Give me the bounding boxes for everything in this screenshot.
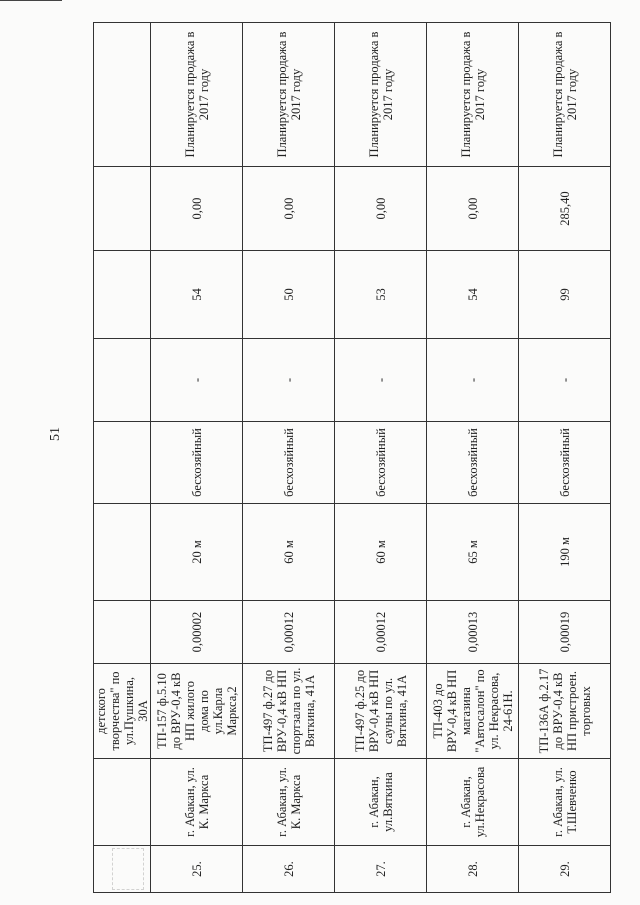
table-row [335, 23, 427, 893]
cell-owner: бесхозяйный [151, 422, 243, 504]
cell-owner: бесхозяйный [519, 422, 611, 504]
rotated-table-container [93, 23, 594, 893]
cell-amount [94, 167, 151, 251]
cell-num: 27. [335, 846, 427, 893]
cell-num: 29. [519, 846, 611, 893]
table-row [151, 23, 243, 893]
cell-amount: 0,00 [335, 167, 427, 251]
cell-address: г. Абакан, ул. К. Маркса [151, 759, 243, 846]
property-table [93, 22, 611, 893]
cell-address: г. Абакан, ул.Вяткина [335, 759, 427, 846]
cell-object: ТП-157 ф.5.10 до ВРУ-0,4 кВ НП жилого дома по ул.Карла Маркса,2 [151, 664, 243, 759]
cell-length: 60 м [243, 504, 335, 601]
cell-qty: 54 [427, 251, 519, 339]
cell-object: ТП-403 до ВРУ-0,4 кВ НП магазина "Автосалон" по ул. Некрасова, 24-61Н. [427, 664, 519, 759]
cell-num [94, 846, 151, 893]
cell-dash: - [335, 339, 427, 422]
cell-qty: 50 [243, 251, 335, 339]
cell-object: ТП-497 ф.27 до ВРУ-0,4 кВ НП спортзала по ул. Вяткина, 41А [243, 664, 335, 759]
cell-owner: бесхозяйный [243, 422, 335, 504]
cell-length [94, 504, 151, 601]
cell-owner: бесхозяйный [427, 422, 519, 504]
cell-length: 20 м [151, 504, 243, 601]
cell-object: ТП-497 ф.25 до ВРУ-0,4 кВ НП сауны по ул. Вяткина, 41А [335, 664, 427, 759]
cell-owner [94, 422, 151, 504]
cell-address: г. Абакан, ул. К. Маркса [243, 759, 335, 846]
cell-address: г. Абакан, ул. Т.Шевченко [519, 759, 611, 846]
cell-address [94, 759, 151, 846]
cell-length: 190 м [519, 504, 611, 601]
cell-value: 0,00013 [427, 601, 519, 664]
cell-address: г. Абакан, ул.Некрасова [427, 759, 519, 846]
cell-owner: бесхозяйный [335, 422, 427, 504]
cell-amount: 285,40 [519, 167, 611, 251]
cell-note [94, 23, 151, 167]
cell-value: 0,00019 [519, 601, 611, 664]
cell-value [94, 601, 151, 664]
cell-qty: 54 [151, 251, 243, 339]
cell-object: ТП-136А ф.2.17 до ВРУ-0,4 кВ НП пристроен. торговых [519, 664, 611, 759]
cell-length: 65 м [427, 504, 519, 601]
cell-amount: 0,00 [427, 167, 519, 251]
cell-note: Планируется продажа в 2017 году [519, 23, 611, 167]
table-row-carryover [94, 23, 151, 893]
table-row [519, 23, 611, 893]
cell-object: детского творчества" по ул.Пушкина, 30А [94, 664, 151, 759]
page-number: 51 [48, 427, 63, 441]
cell-dash: - [151, 339, 243, 422]
cell-num: 25. [151, 846, 243, 893]
cell-amount: 0,00 [243, 167, 335, 251]
table-row [243, 23, 335, 893]
cell-value: 0,00002 [151, 601, 243, 664]
cell-num: 28. [427, 846, 519, 893]
cell-value: 0,00012 [335, 601, 427, 664]
cell-value: 0,00012 [243, 601, 335, 664]
cell-qty: 99 [519, 251, 611, 339]
scan-edge-line [0, 0, 62, 7]
cell-note: Планируется продажа в 2017 году [151, 23, 243, 167]
cell-amount: 0,00 [151, 167, 243, 251]
cell-dash: - [243, 339, 335, 422]
table-row [427, 23, 519, 893]
cell-dash: - [519, 339, 611, 422]
cell-note: Планируется продажа в 2017 году [335, 23, 427, 167]
cell-note: Планируется продажа в 2017 году [243, 23, 335, 167]
cell-num: 26. [243, 846, 335, 893]
cell-dash [94, 339, 151, 422]
cell-dash: - [427, 339, 519, 422]
cell-note: Планируется продажа в 2017 году [427, 23, 519, 167]
cell-length: 60 м [335, 504, 427, 601]
cell-qty: 53 [335, 251, 427, 339]
cell-qty [94, 251, 151, 339]
